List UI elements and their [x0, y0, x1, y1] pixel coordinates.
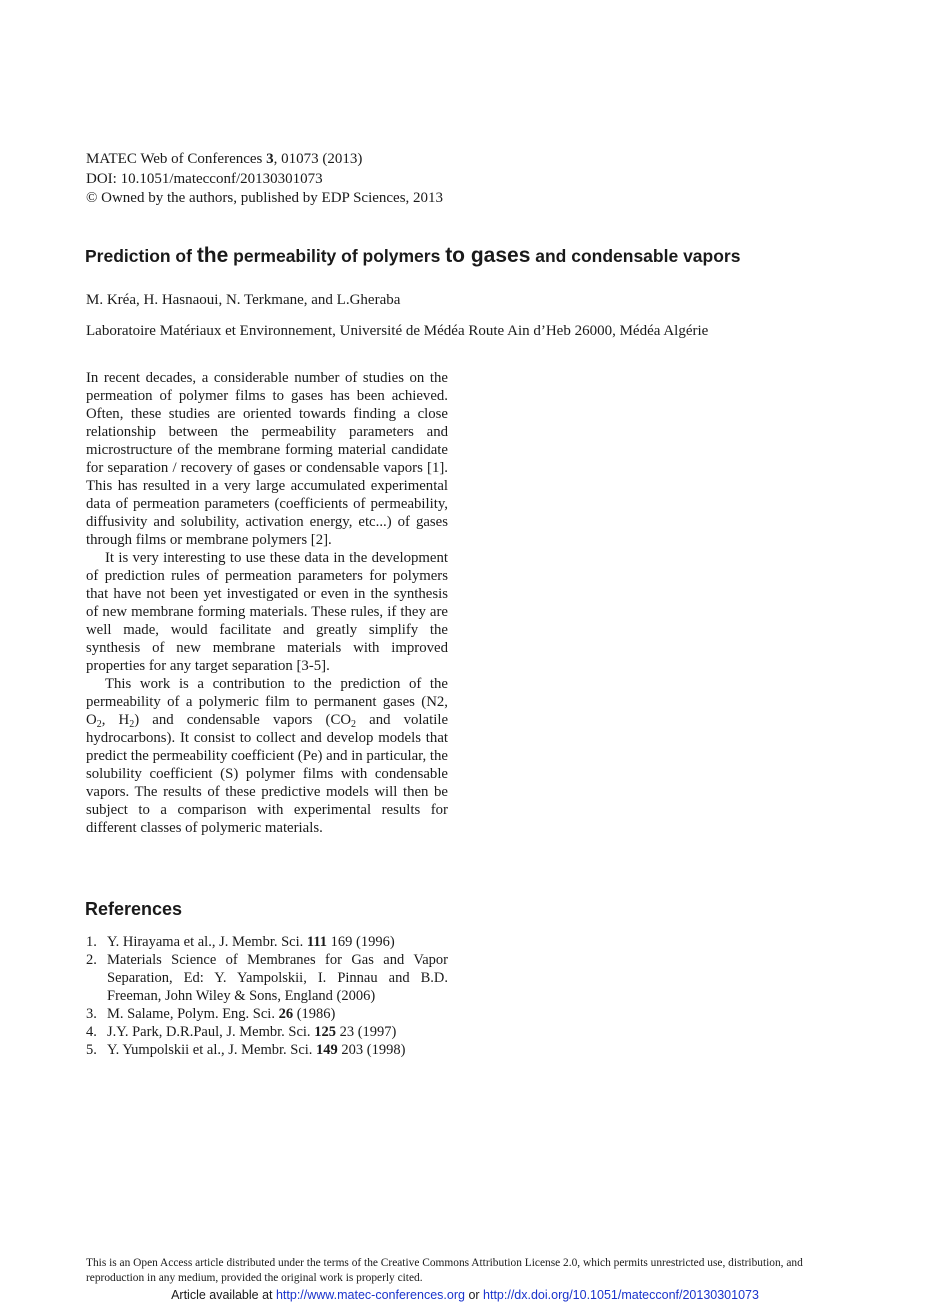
article-number-year: , 01073 (2013) [273, 151, 363, 167]
paragraph-3 [86, 675, 448, 837]
reference-item [86, 1023, 448, 1041]
journal-header [86, 150, 443, 209]
subscript: 2 [351, 719, 357, 730]
reference-volume: 149 [316, 1042, 338, 1058]
journal-name: MATEC Web of Conferences [86, 151, 267, 167]
reference-text: Y. Hirayama et al., J. Membr. Sci. [107, 934, 307, 950]
reference-volume: 125 [314, 1024, 336, 1040]
reference-item [86, 933, 448, 951]
reference-number: 4. [86, 1024, 97, 1040]
reference-text: 169 (1996) [327, 934, 395, 950]
title-part: Prediction of [85, 246, 197, 266]
copyright-line: © Owned by the authors, published by EDP Sciences, 2013 [86, 190, 444, 206]
text-run: and volatile hydrocarbons). It consist to collect and develop models that predict the permeability coefficient (Pe) and in particular, the solubility coefficient (S) polymer films with condensable vapors. The results of these predictive models will then be subject to a comparison with experimental results for different classes of polymeric materials. [86, 712, 449, 836]
availability-text: or [464, 1288, 484, 1302]
journal-citation [86, 150, 443, 170]
reference-number: 3. [86, 1006, 97, 1022]
paper-title [85, 244, 740, 268]
reference-text: Materials Science of Membranes for Gas and Vapor Separation, Ed: Y. Yampolskii, I. Pinnau and B.D. Freeman, John Wiley & Sons, England (2006) [107, 952, 448, 1004]
text-run: ) and condensable vapors (CO [134, 712, 352, 728]
doi-line: DOI: 10.1051/matecconf/20130301073 [86, 170, 323, 187]
body-text [86, 369, 448, 837]
doi-link[interactable]: http://dx.doi.org/10.1051/matecconf/20130301073 [483, 1288, 759, 1302]
title-part: the [196, 244, 229, 267]
reference-text: J.Y. Park, D.R.Paul, J. Membr. Sci. [107, 1024, 315, 1040]
availability-line [0, 1288, 930, 1302]
reference-text: 203 (1998) [337, 1042, 406, 1058]
title-part: permeability of polymers [228, 246, 446, 266]
matec-link[interactable]: http://www.matec-conferences.org [275, 1288, 465, 1302]
reference-text: (1986) [293, 1006, 336, 1022]
text-run: This work is a contribution to the prediction of the permeability of a polymeric film to permanent gases (N2, O [86, 676, 448, 728]
license-notice: This is an Open Access article distributed under the terms of the Creative Commons Attribution License 2.0, which permits unrestricted use, distribution, and reproduction in any medium, provided the original work is properly cited. [86, 1257, 803, 1284]
author-list: M. Kréa, H. Hasnaoui, N. Terkmane, and L.Gheraba [86, 292, 401, 308]
reference-text: M. Salame, Polym. Eng. Sci. [107, 1006, 279, 1022]
journal-volume: 3 [266, 151, 274, 167]
availability-text: Article available at [171, 1288, 276, 1302]
reference-volume: 26 [278, 1006, 294, 1022]
text-run: , H [101, 712, 130, 728]
title-part: and condensable vapors [530, 246, 741, 266]
reference-number: 2. [86, 952, 97, 968]
reference-number: 1. [86, 934, 97, 950]
reference-item [86, 951, 448, 1005]
title-part: to gases [445, 244, 531, 267]
references-heading: References [85, 899, 183, 919]
paragraph-1: In recent decades, a considerable number of studies on the permeation of polymer films to gases has been achieved. Often, these studies are oriented towards finding a close relationship between the permeability parameters and microstructure of the membrane forming material candidate for separation / recovery of gases or condensable vapors [1]. This has resulted in a very large accumulated experimental data of permeation parameters (coefficients of permeability, diffusivity and solubility, activation energy, etc...) of gases through films or membrane polymers [2]. [86, 370, 448, 548]
paragraph-2: It is very interesting to use these data in the development of prediction rules of permeation parameters for polymers that have not been yet investigated or even in the synthesis of new membrane forming materials. These rules, if they are well made, would facilitate and greatly simplify the synthesis of new membrane materials with improved properties for any target separation [3-5]. [86, 550, 448, 674]
reference-item [86, 1041, 448, 1059]
reference-item [86, 1005, 448, 1023]
reference-volume: 111 [306, 934, 328, 950]
subscript: 2 [96, 719, 102, 730]
subscript: 2 [129, 719, 135, 730]
reference-text: Y. Yumpolskii et al., J. Membr. Sci. [107, 1042, 317, 1058]
reference-text: 23 (1997) [335, 1024, 397, 1040]
affiliation: Laboratoire Matériaux et Environnement, Université de Médéa Route Ain d’Heb 26000, Médéa Algérie [86, 323, 709, 339]
reference-number: 5. [86, 1042, 97, 1058]
reference-list [86, 933, 448, 1059]
